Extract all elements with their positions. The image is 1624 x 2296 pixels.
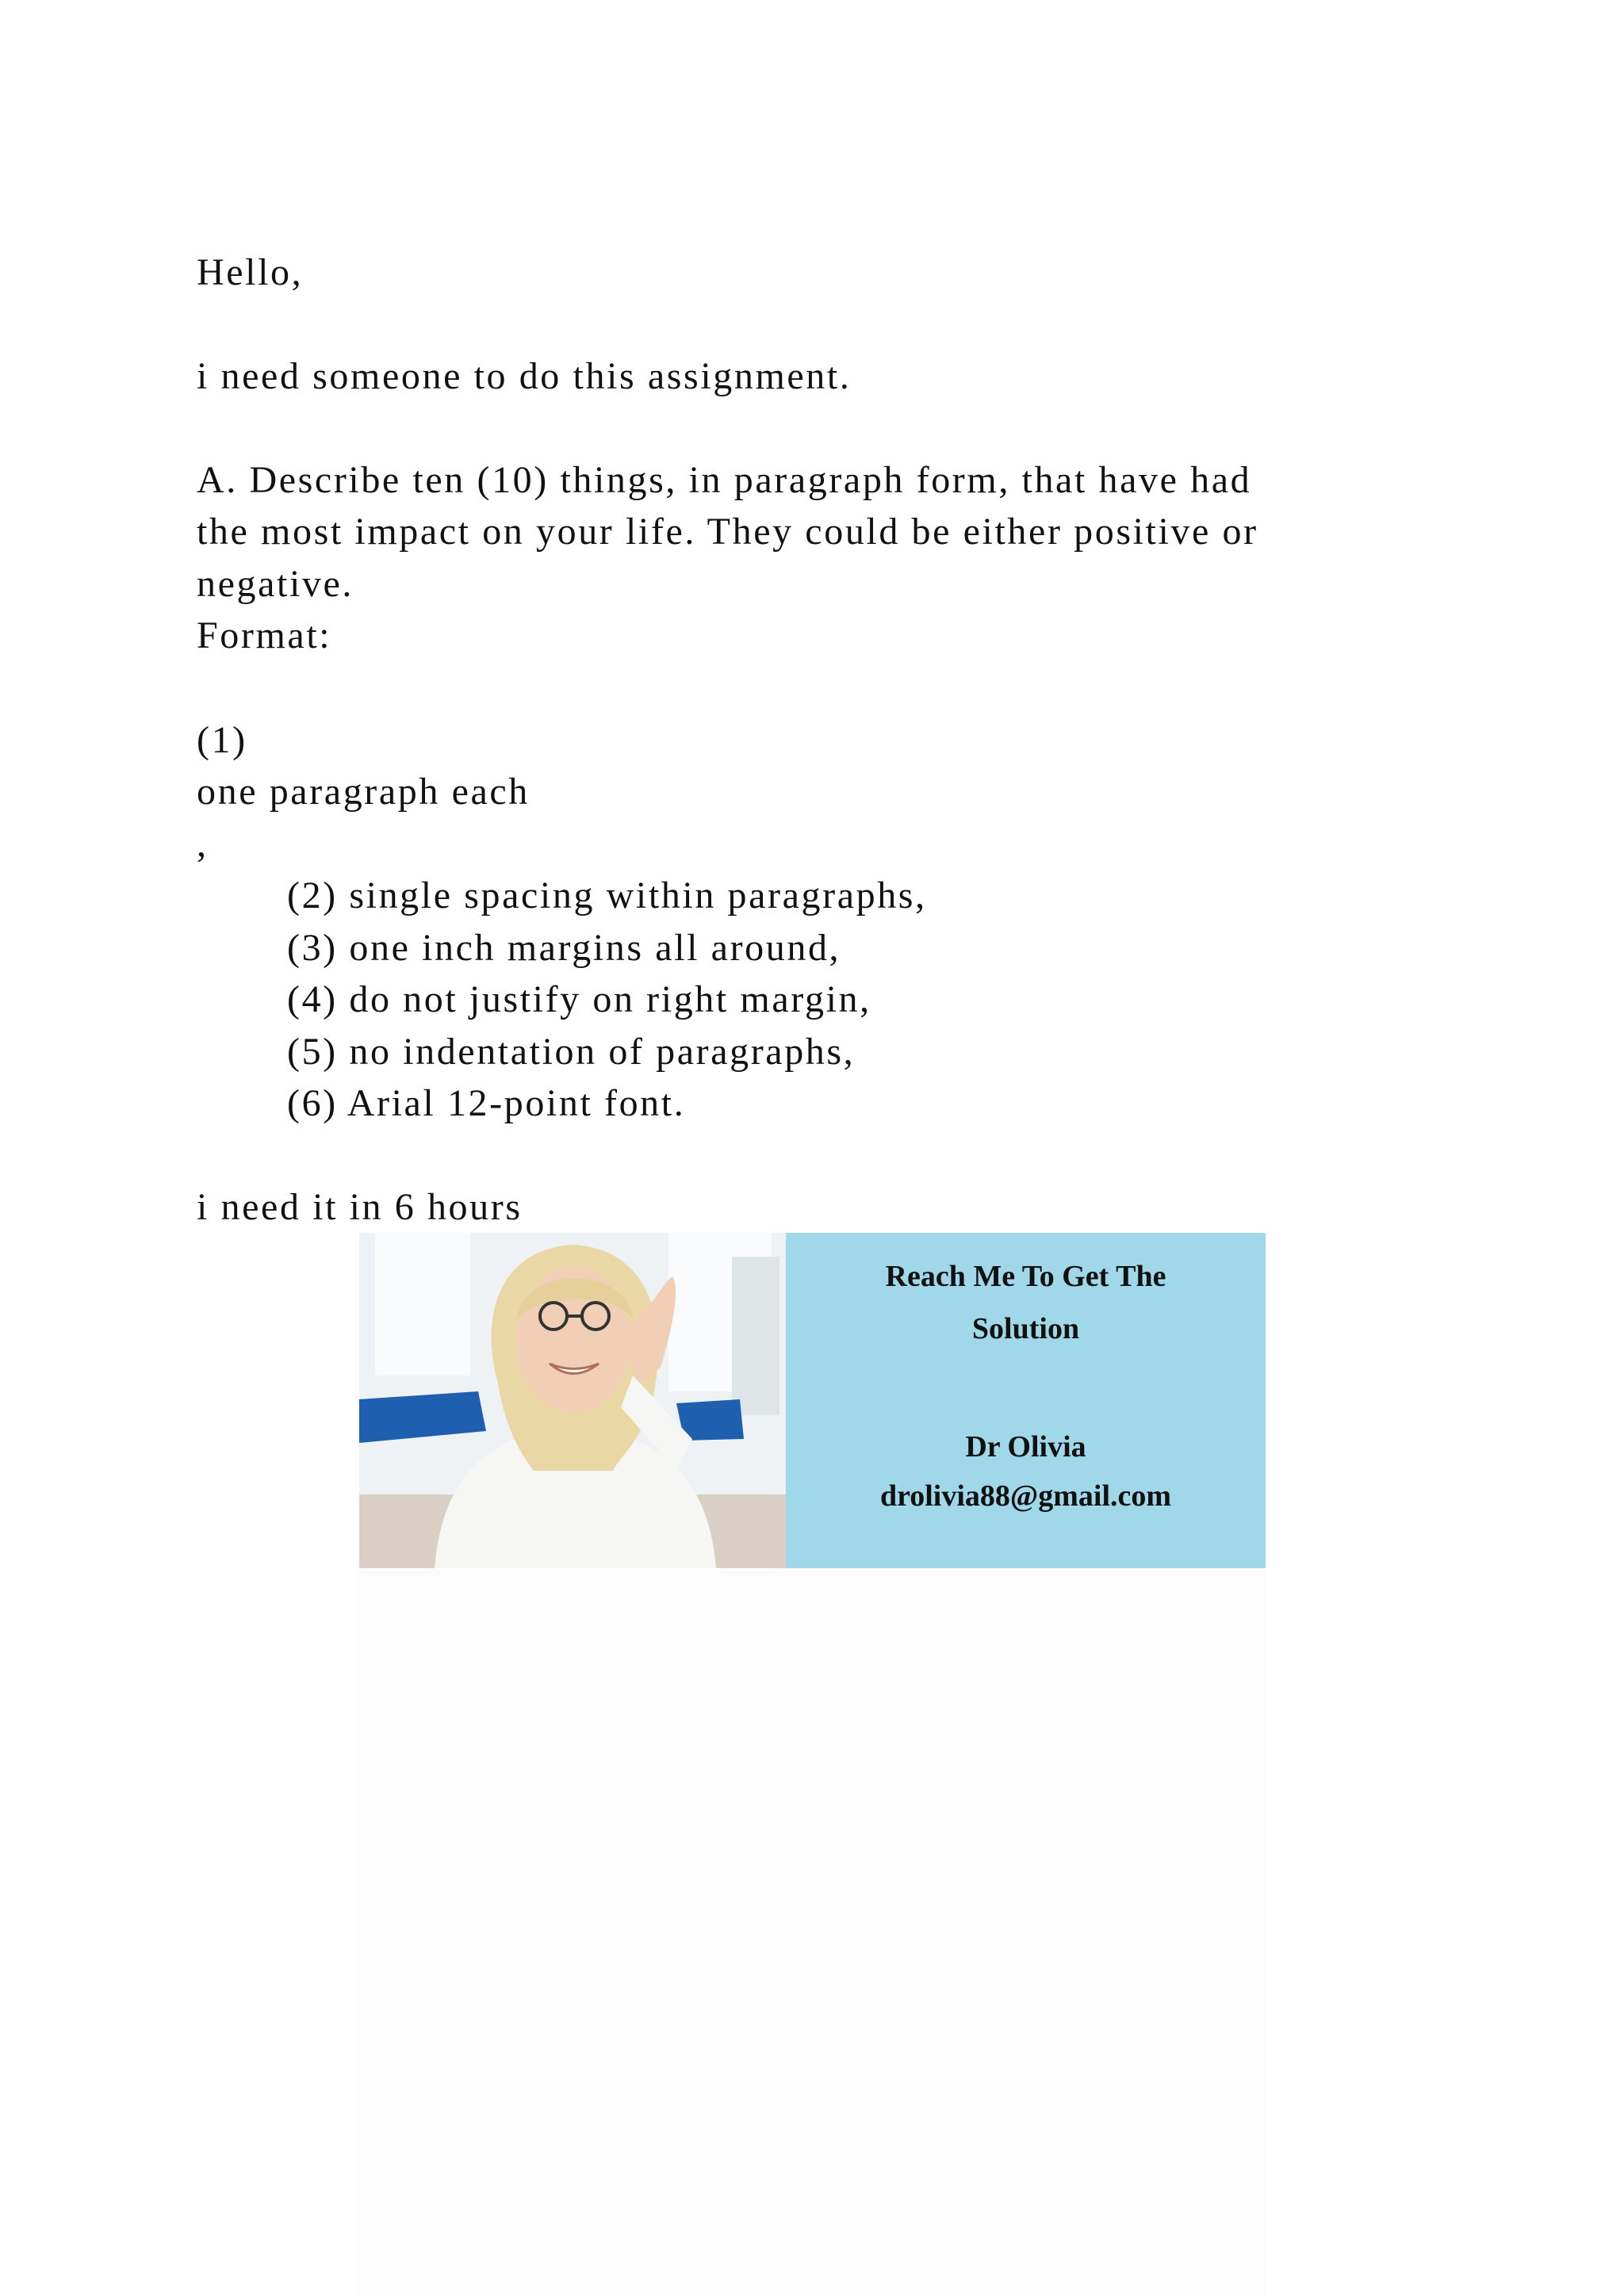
woman-illustration [359, 1233, 786, 1568]
format-item: (1) [197, 719, 247, 761]
task-line-1: A. Describe ten (10) things, in paragraph form, that have had [197, 459, 1252, 501]
woman-photo [359, 1233, 786, 1568]
deadline-line: i need it in 6 hours [197, 1186, 523, 1228]
contact-panel [786, 1233, 1266, 1568]
format-item: (2) single spacing within paragraphs, [287, 874, 927, 916]
format-item: , [197, 823, 209, 865]
contact-heading-line-1: Reach Me To Get The [885, 1260, 1166, 1293]
format-label: Format: [197, 614, 332, 656]
task-line-2: the most impact on your life. They could be either positive or [197, 511, 1258, 553]
task-line-3: negative. [197, 563, 354, 605]
greeting: Hello, [197, 251, 304, 293]
contact-heading-line-2: Solution [971, 1312, 1080, 1345]
contact-email[interactable]: drolivia88@gmail.com [879, 1479, 1172, 1513]
format-item: (5) no indentation of paragraphs, [287, 1031, 856, 1073]
format-item: (3) one inch margins all around, [287, 927, 841, 969]
page-shade [359, 1570, 1266, 2296]
format-item: (4) do not justify on right margin, [287, 978, 871, 1020]
contact-banner [359, 1233, 1266, 1568]
request-line: i need someone to do this assignment. [197, 355, 852, 397]
format-item: (6) Arial 12-point font. [287, 1082, 686, 1124]
format-item: one paragraph each [197, 771, 530, 813]
contact-name: Dr Olivia [965, 1430, 1086, 1464]
